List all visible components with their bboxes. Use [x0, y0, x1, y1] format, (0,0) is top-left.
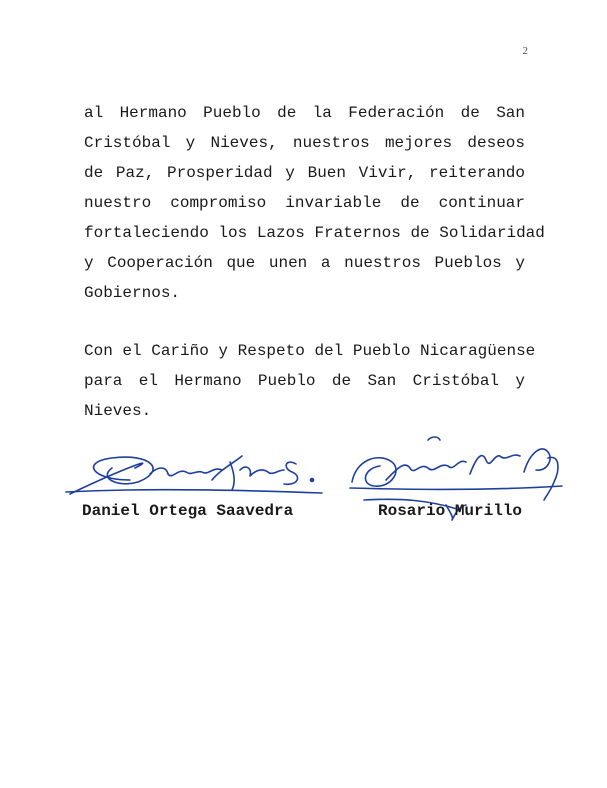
page-number: 2: [522, 45, 528, 57]
text-line: al Hermano Pueblo de la Federación de San: [84, 104, 525, 122]
text-line: Con el Cariño y Respeto del Pueblo Nicaragüense: [84, 342, 536, 360]
body-paragraph-2: [84, 336, 536, 426]
text-line: fortaleciendo los Lazos Fraternos de Solidaridad: [84, 224, 545, 242]
text-line: y Cooperación que unen a nuestros Pueblos y: [84, 254, 525, 272]
text-line: para el Hermano Pueblo de San Cristóbal y: [84, 372, 525, 390]
text-line: de Paz, Prosperidad y Buen Vivir, reiterando: [84, 164, 525, 182]
text-line: nuestro compromiso invariable de continuar: [84, 194, 525, 212]
signer-name-daniel-ortega: Daniel Ortega Saavedra: [82, 502, 294, 520]
body-paragraph-1: [84, 98, 545, 308]
signature-daniel-ortega: [66, 456, 322, 494]
text-line: Nieves.: [84, 402, 152, 420]
text-line: Gobiernos.: [84, 284, 181, 302]
signer-name-rosario-murillo: Rosario Murillo: [378, 502, 523, 520]
text-line: Cristóbal y Nieves, nuestros mejores deseos: [84, 134, 525, 152]
